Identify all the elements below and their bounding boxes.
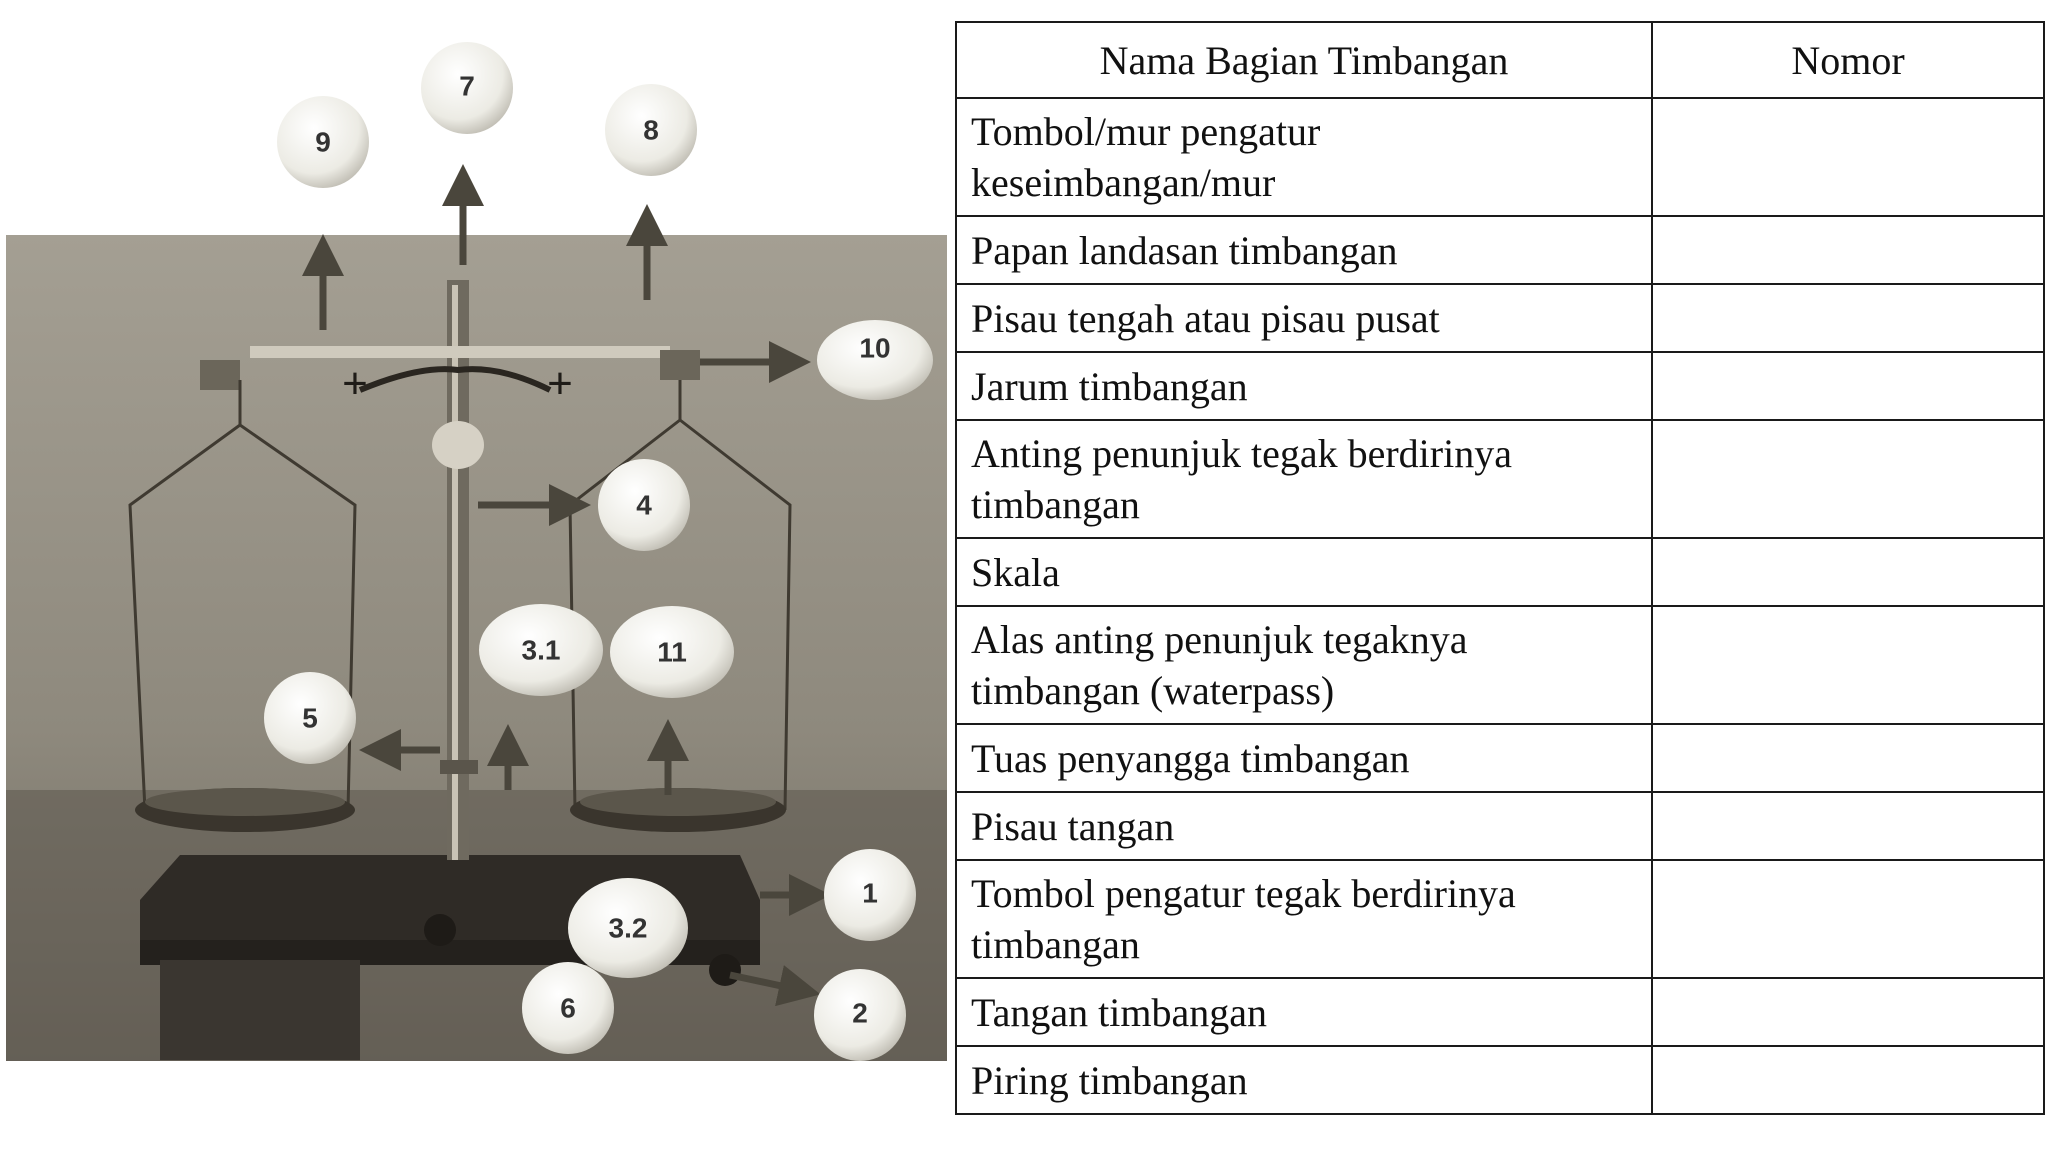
part-name-cell: Jarum timbangan — [956, 352, 1652, 420]
number-answer-cell[interactable] — [1652, 606, 2044, 724]
number-answer-cell[interactable] — [1652, 860, 2044, 978]
part-name-cell: Papan landasan timbangan — [956, 216, 1652, 284]
svg-text:+: + — [547, 359, 573, 408]
callout-label: 3.1 — [521, 634, 561, 666]
table-row — [956, 216, 2044, 284]
callout-11 — [610, 606, 734, 698]
number-answer-cell[interactable] — [1652, 420, 2044, 538]
callout-label: 11 — [657, 636, 687, 668]
table-row — [956, 860, 2044, 978]
callout-9 — [277, 96, 369, 188]
part-name-cell: Tangan timbangan — [956, 978, 1652, 1046]
callout-5 — [264, 672, 356, 764]
part-name-cell: Anting penunjuk tegak berdirinya timbangan — [956, 420, 1652, 538]
callout-6 — [522, 962, 614, 1054]
table-body — [956, 98, 2044, 1114]
table-row — [956, 978, 2044, 1046]
number-answer-cell[interactable] — [1652, 1046, 2044, 1114]
part-name-cell: Piring timbangan — [956, 1046, 1652, 1114]
callout-8 — [605, 84, 697, 176]
callout-label: 2 — [852, 997, 868, 1029]
callout-label: 3.2 — [608, 912, 648, 944]
balance-scale-photo — [0, 0, 950, 1152]
callout-label: 9 — [315, 126, 331, 158]
callout-10 — [817, 320, 933, 400]
callout-label: 5 — [302, 702, 318, 734]
callout-label: 4 — [636, 489, 652, 521]
callout-1 — [824, 849, 916, 941]
callout-4 — [598, 459, 690, 551]
part-name-cell: Tombol pengatur tegak berdirinya timbangan — [956, 860, 1652, 978]
part-name-cell: Alas anting penunjuk tegaknya timbangan (waterpass) — [956, 606, 1652, 724]
callout-label: 1 — [862, 877, 878, 909]
number-answer-cell[interactable] — [1652, 792, 2044, 860]
callout-label: 10 — [859, 332, 891, 364]
part-name-cell: Pisau tengah atau pisau pusat — [956, 284, 1652, 352]
table-row — [956, 606, 2044, 724]
table-row — [956, 98, 2044, 216]
table-row — [956, 1046, 2044, 1114]
header-part-name: Nama Bagian Timbangan — [956, 22, 1652, 98]
part-name-cell: Skala — [956, 538, 1652, 606]
balance-scale-figure — [0, 0, 950, 1152]
callout-7 — [421, 42, 513, 134]
number-answer-cell[interactable] — [1652, 538, 2044, 606]
number-answer-cell[interactable] — [1652, 978, 2044, 1046]
number-answer-cell[interactable] — [1652, 352, 2044, 420]
table-row — [956, 420, 2044, 538]
svg-text:+: + — [342, 359, 368, 408]
callout-2 — [814, 969, 906, 1061]
table-row — [956, 538, 2044, 606]
table-row — [956, 724, 2044, 792]
table-row — [956, 792, 2044, 860]
parts-table — [955, 21, 2045, 1115]
number-answer-cell[interactable] — [1652, 98, 2044, 216]
number-answer-cell[interactable] — [1652, 284, 2044, 352]
part-name-cell: Pisau tangan — [956, 792, 1652, 860]
callout-3.1 — [479, 604, 603, 696]
callout-label: 6 — [560, 992, 576, 1024]
table-row — [956, 352, 2044, 420]
callout-label: 8 — [643, 114, 659, 146]
table-header-row — [956, 22, 2044, 98]
callout-3.2 — [568, 878, 688, 978]
number-answer-cell[interactable] — [1652, 724, 2044, 792]
callout-label: 7 — [459, 70, 475, 102]
part-name-cell: Tuas penyangga timbangan — [956, 724, 1652, 792]
part-name-cell: Tombol/mur pengatur keseimbangan/mur — [956, 98, 1652, 216]
header-number: Nomor — [1652, 22, 2044, 98]
number-answer-cell[interactable] — [1652, 216, 2044, 284]
table-row — [956, 284, 2044, 352]
